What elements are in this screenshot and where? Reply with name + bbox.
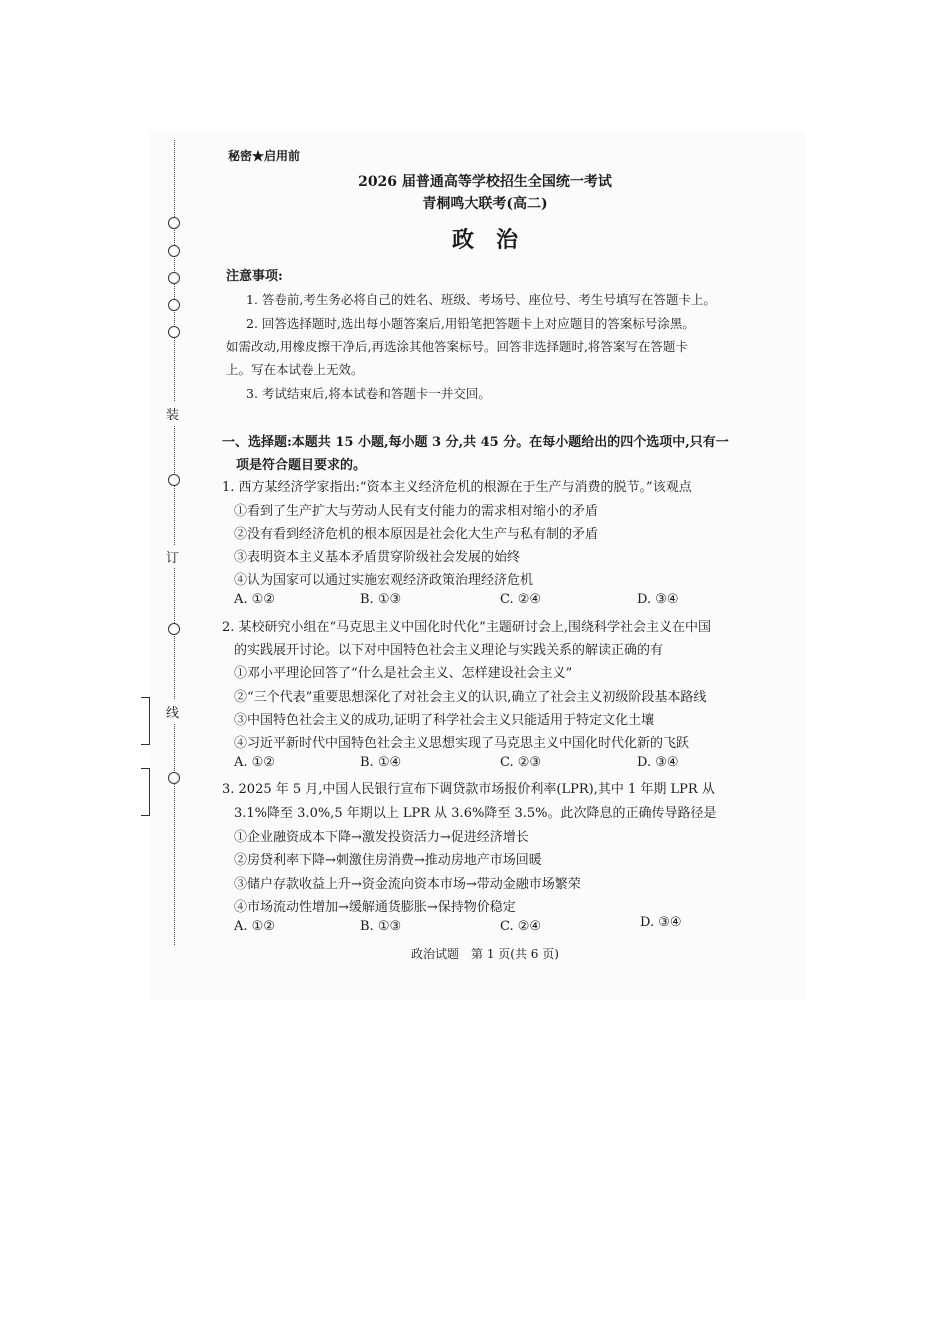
question-2-option-b[interactable]: B. ①④: [360, 755, 402, 770]
binding-hole: [168, 299, 180, 311]
secret-label: 秘密★启用前: [228, 149, 301, 163]
question-2-item: ②“三个代表”重要思想深化了对社会主义的认识,确立了社会主义初级阶段基本路线: [234, 690, 707, 705]
question-1-option-b[interactable]: B. ①③: [360, 592, 402, 607]
question-2-option-d[interactable]: D. ③④: [637, 755, 679, 770]
question-2-item: ①邓小平理论回答了“什么是社会主义、怎样建设社会主义”: [234, 666, 573, 681]
question-1-item: ①看到了生产扩大与劳动人民有支付能力的需求相对缩小的矛盾: [234, 504, 599, 519]
question-3-stem-cont: 3.1%降至 3.0%,5 年期以上 LPR 从 3.6%降至 3.5%。此次降息的正确传导路径是: [234, 806, 717, 821]
question-2-item: ③中国特色社会主义的成功,证明了科学社会主义只能适用于特定文化土壤: [234, 713, 655, 728]
question-2-stem: 2. 某校研究小组在“马克思主义中国化时代化”主题研讨会上,围绕科学社会主义在中国: [222, 620, 711, 635]
notice-line: 如需改动,用橡皮擦干净后,再选涂其他答案标号。回答非选择题时,将答案写在答题卡: [226, 339, 688, 354]
section-heading: 一、选择题:本题共 15 小题,每小题 3 分,共 45 分。在每小题给出的四个选项中,只有一: [222, 435, 729, 450]
notice-heading: 注意事项:: [226, 269, 283, 284]
page-footer: 政治试题 第 1 页(共 6 页): [411, 947, 559, 961]
question-3-option-d[interactable]: D. ③④: [640, 915, 682, 930]
binding-char-ding: 订: [166, 545, 179, 568]
binding-hole: [168, 474, 180, 486]
binding-bracket: [141, 768, 150, 816]
question-1-item: ③表明资本主义基本矛盾贯穿阶级社会发展的始终: [234, 550, 521, 565]
question-2-option-a[interactable]: A. ①②: [234, 755, 275, 770]
binding-hole: [168, 623, 180, 635]
exam-title: 2026 届普通高等学校招生全国统一考试: [358, 174, 612, 190]
binding-bracket: [141, 697, 150, 745]
notice-line: 2. 回答选择题时,选出每小题答案后,用铅笔把答题卡上对应题目的答案标号涂黑。: [246, 316, 695, 331]
question-3-item: ①企业融资成本下降→激发投资活力→促进经济增长: [234, 830, 529, 845]
section-heading-cont: 项是符合题目要求的。: [236, 458, 367, 473]
binding-hole: [168, 326, 180, 338]
question-3-item: ③储户存款收益上升→资金流向资本市场→带动金融市场繁荣: [234, 877, 581, 892]
question-2-stem-cont: 的实践展开讨论。以下对中国特色社会主义理论与实践关系的解读正确的有: [234, 643, 664, 658]
binding-hole: [168, 772, 180, 784]
question-1-option-d[interactable]: D. ③④: [637, 592, 679, 607]
question-1-stem: 1. 西方某经济学家指出:“资本主义经济危机的根源在于生产与消费的脱节。”该观点: [222, 480, 692, 495]
notice-line: 3. 考试结束后,将本试卷和答题卡一并交回。: [246, 386, 491, 401]
question-1-item: ②没有看到经济危机的根本原因是社会化大生产与私有制的矛盾: [234, 527, 599, 542]
question-3-option-a[interactable]: A. ①②: [234, 919, 275, 934]
subject-title: 政 治: [451, 227, 518, 253]
question-1-item: ④认为国家可以通过实施宏观经济政策治理经济危机: [234, 573, 534, 588]
question-3-item: ②房贷利率下降→刺激住房消费→推动房地产市场回暖: [234, 853, 542, 868]
question-3-stem: 3. 2025 年 5 月,中国人民银行宣布下调贷款市场报价利率(LPR),其中 1 年期 LPR 从: [222, 782, 715, 797]
exam-subtitle: 青桐鸣大联考(高二): [422, 196, 548, 212]
question-1-option-a[interactable]: A. ①②: [234, 592, 275, 607]
notice-line: 1. 答卷前,考生务必将自己的姓名、班级、考场号、座位号、考生号填写在答题卡上。: [246, 292, 716, 307]
question-3-item: ④市场流动性增加→缓解通货膨胀→保持物价稳定: [234, 900, 516, 915]
question-3-option-b[interactable]: B. ①③: [360, 919, 402, 934]
question-2-option-c[interactable]: C. ②③: [500, 755, 542, 770]
binding-char-xian: 线: [166, 700, 179, 723]
binding-hole: [168, 272, 180, 284]
question-2-item: ④习近平新时代中国特色社会主义思想实现了马克思主义中国化时代化新的飞跃: [234, 736, 690, 751]
binding-char-zhuang: 装: [166, 402, 179, 425]
binding-dotted-line: [174, 140, 175, 945]
question-1-option-c[interactable]: C. ②④: [500, 592, 542, 607]
notice-line: 上。写在本试卷上无效。: [226, 362, 364, 377]
question-3-option-c[interactable]: C. ②④: [500, 919, 542, 934]
scanned-page: [150, 130, 805, 1000]
